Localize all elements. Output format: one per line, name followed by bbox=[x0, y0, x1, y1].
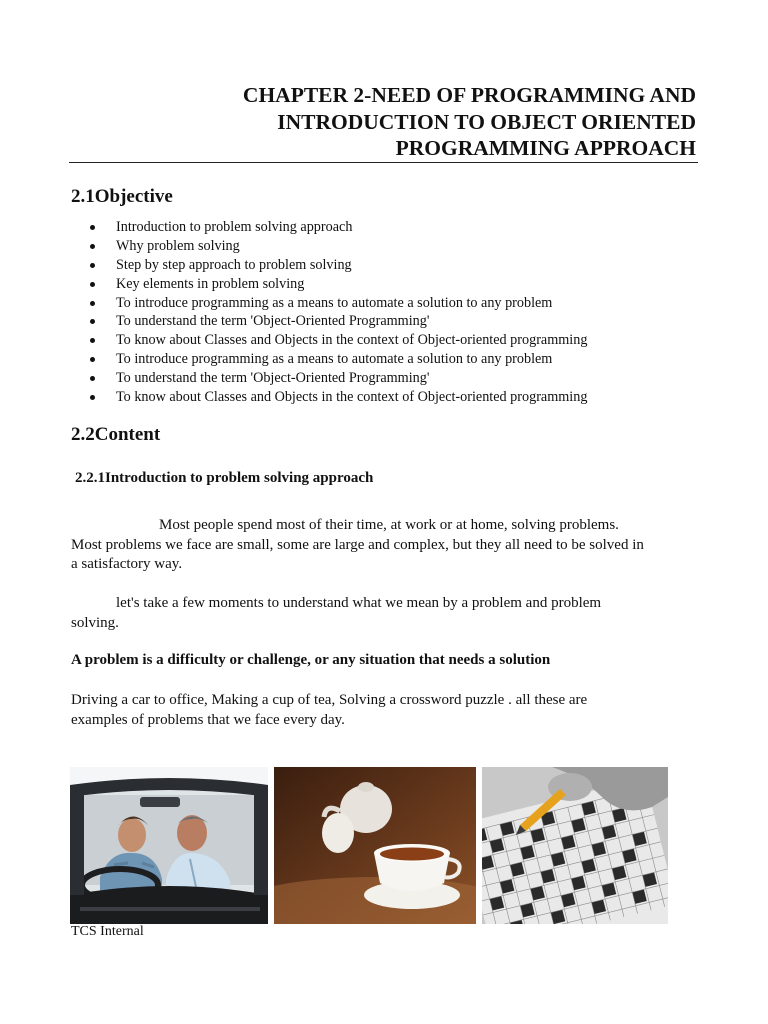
intro-paragraph bbox=[71, 516, 711, 575]
list-item: To know about Classes and Objects in the context of Object-oriented programming bbox=[90, 331, 587, 350]
bullet-icon bbox=[90, 225, 95, 230]
tea-cup-photo bbox=[274, 767, 476, 924]
list-item: Why problem solving bbox=[90, 237, 587, 256]
list-item: Step by step approach to problem solving bbox=[90, 256, 587, 275]
chapter-title-line: CHAPTER 2-NEED OF PROGRAMMING AND bbox=[242, 83, 696, 107]
paragraph-line: let's take a few moments to understand what we mean by a problem and problem bbox=[116, 595, 602, 611]
list-item: To know about Classes and Objects in the context of Object-oriented programming bbox=[90, 388, 587, 407]
chapter-title-line: INTRODUCTION TO OBJECT ORIENTED bbox=[277, 109, 696, 134]
title-divider bbox=[69, 162, 698, 163]
list-item: To understand the term 'Object-Oriented Programming' bbox=[90, 369, 587, 388]
chapter-title bbox=[243, 82, 696, 162]
crossword-puzzle-photo bbox=[482, 767, 668, 924]
objective-heading: 2.1Objective bbox=[71, 186, 173, 207]
section-subheading: 2.2.1Introduction to problem solving approach bbox=[75, 470, 374, 486]
examples-paragraph bbox=[71, 691, 711, 730]
objective-list bbox=[90, 218, 587, 407]
problem-definition: A problem is a difficulty or challenge, or any situation that needs a solution bbox=[71, 652, 551, 668]
paragraph-line: Driving a car to office, Making a cup of tea, Solving a crossword puzzle . all these are bbox=[71, 692, 588, 708]
car-driving-photo bbox=[70, 767, 268, 924]
bullet-icon bbox=[90, 301, 95, 306]
content-heading: 2.2Content bbox=[71, 424, 161, 445]
chapter-title-line: PROGRAMMING APPROACH bbox=[395, 136, 696, 160]
paragraph-line: solving. bbox=[71, 614, 119, 631]
bullet-icon bbox=[90, 244, 95, 249]
list-item: To understand the term 'Object-Oriented Programming' bbox=[90, 312, 587, 331]
footer-label: TCS Internal bbox=[71, 924, 144, 939]
bullet-icon bbox=[90, 319, 95, 324]
bullet-icon bbox=[90, 338, 95, 343]
problem-paragraph bbox=[71, 594, 711, 633]
list-item: Introduction to problem solving approach bbox=[90, 218, 587, 237]
bullet-icon bbox=[90, 282, 95, 287]
bullet-icon bbox=[90, 395, 95, 400]
paragraph-line: Most problems we face are small, some are large and complex, but they all need to be solved in bbox=[71, 536, 644, 553]
paragraph-line: examples of problems that we face every day. bbox=[71, 711, 345, 728]
paragraph-line: Most people spend most of their time, at work or at home, solving problems. bbox=[159, 517, 619, 533]
list-item: Key elements in problem solving bbox=[90, 275, 587, 294]
bullet-icon bbox=[90, 263, 95, 268]
list-item: To introduce programming as a means to automate a solution to any problem bbox=[90, 350, 587, 369]
list-item: To introduce programming as a means to automate a solution to any problem bbox=[90, 294, 587, 313]
paragraph-line: a satisfactory way. bbox=[71, 556, 183, 572]
bullet-icon bbox=[90, 376, 95, 381]
bullet-icon bbox=[90, 357, 95, 362]
